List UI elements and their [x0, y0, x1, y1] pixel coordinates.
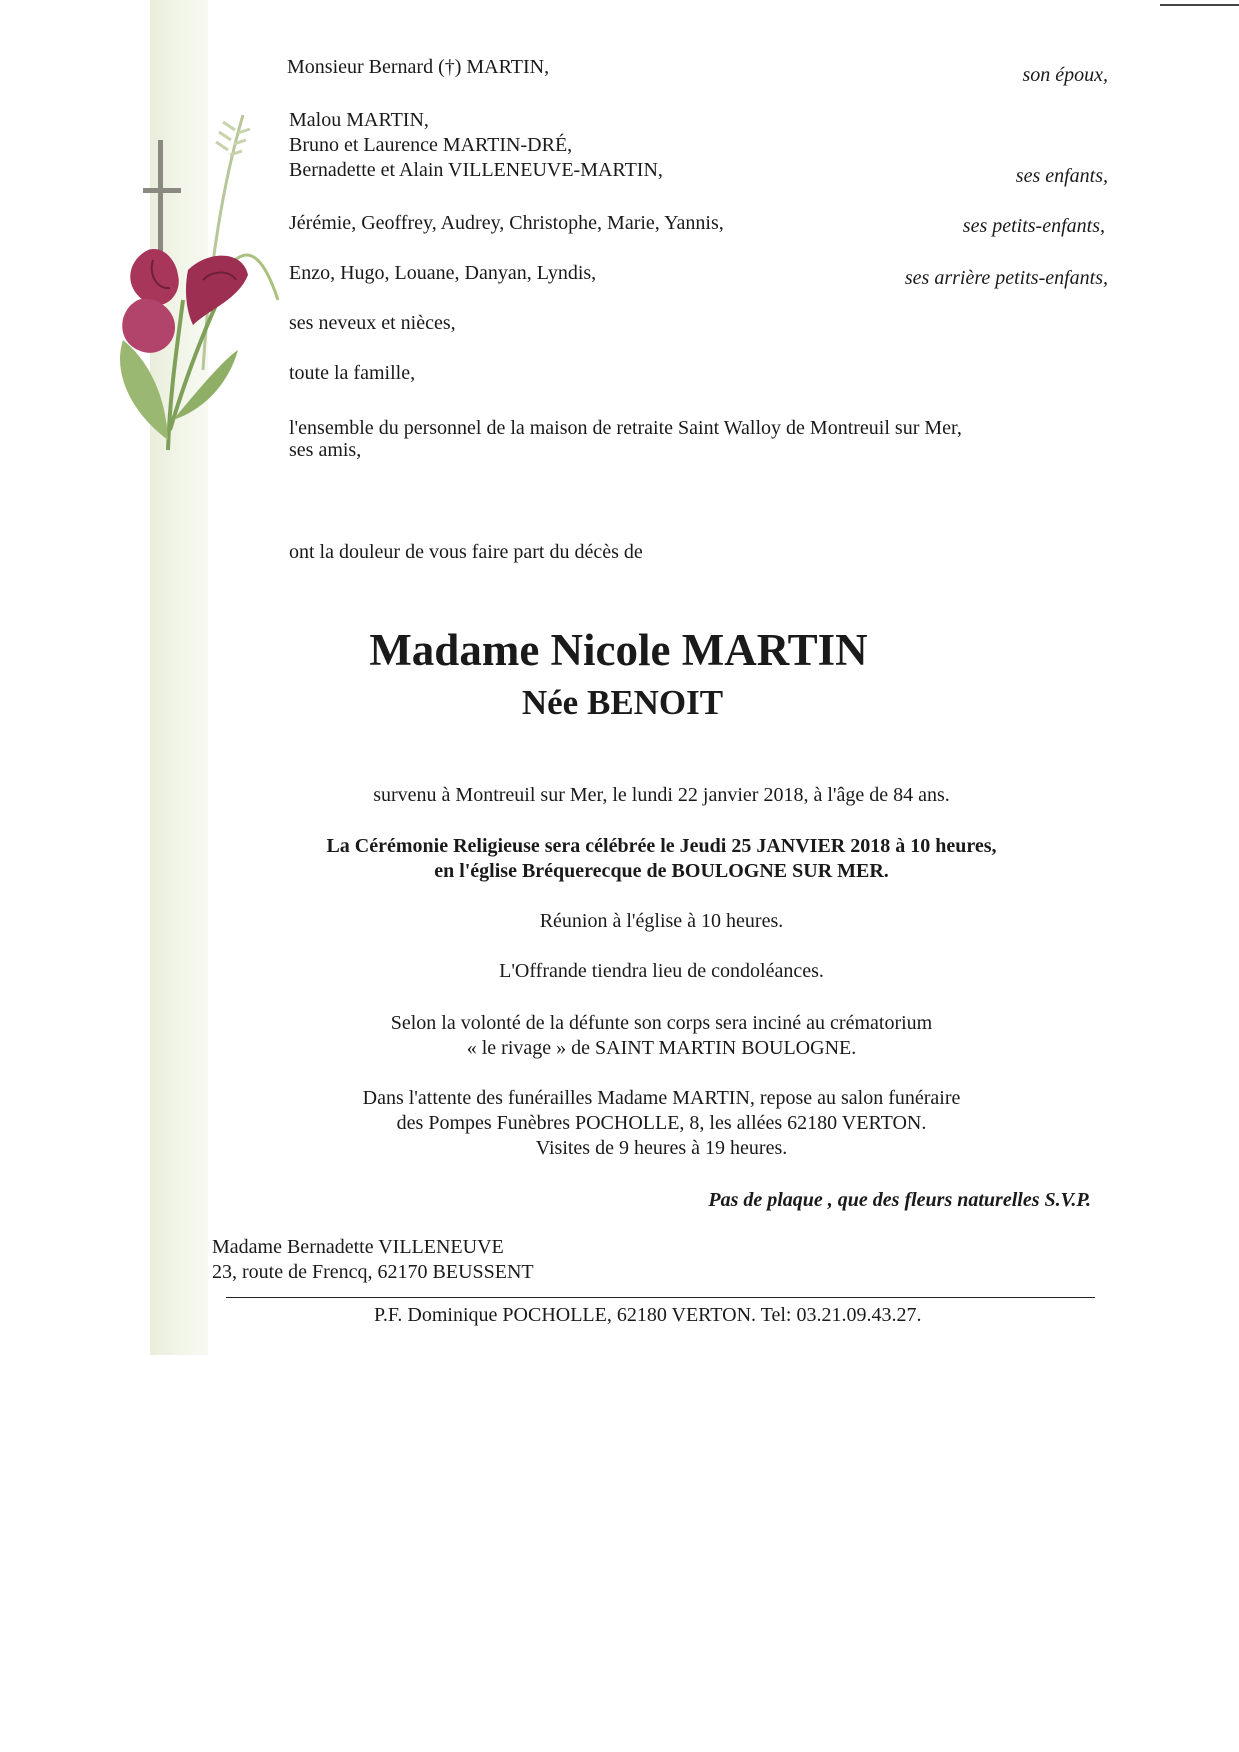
staff-line: l'ensemble du personnel de la maison de retraite Saint Walloy de Montreuil sur Mer,	[289, 417, 962, 439]
rest-line-1: Dans l'attente des funérailles Madame MARTIN, repose au salon funéraire	[362, 1087, 961, 1109]
nephews-line: ses neveux et nièces,	[289, 312, 456, 334]
announcement-line: ont la douleur de vous faire part du décès de	[289, 541, 643, 563]
scan-edge-line	[1160, 4, 1239, 6]
child-line-2: Bruno et Laurence MARTIN-DRÉ,	[289, 134, 573, 156]
flowers-note: Pas de plaque , que des fleurs naturelles S.V.P.	[708, 1189, 1091, 1211]
child-line-3: Bernadette et Alain VILLENEUVE-MARTIN,	[289, 159, 663, 181]
cremation-line-1: Selon la volonté de la défunte son corps sera inciné au crématorium	[390, 1012, 933, 1034]
offering-line: L'Offrande tiendra lieu de condoléances.	[499, 960, 824, 982]
cremation-line-2: « le rivage » de SAINT MARTIN BOULOGNE.	[466, 1037, 857, 1059]
funeral-home-footer: P.F. Dominique POCHOLLE, 62180 VERTON. Tel: 03.21.09.43.27.	[374, 1304, 922, 1326]
deceased-name: Madame Nicole MARTIN	[369, 625, 868, 675]
ceremony-line-2: en l'église Bréquerecque de BOULOGNE SUR MER.	[434, 860, 889, 882]
husband-role: son époux,	[1022, 64, 1108, 86]
calla-lily-cross-illustration	[108, 110, 288, 480]
husband-line: Monsieur Bernard (†) MARTIN,	[287, 56, 550, 78]
family-line: toute la famille,	[289, 362, 416, 384]
child-line-1: Malou MARTIN,	[289, 109, 429, 131]
friends-line: ses amis,	[289, 439, 362, 461]
meeting-line: Réunion à l'église à 10 heures.	[539, 910, 784, 932]
rest-line-2: des Pompes Funèbres POCHOLLE, 8, les allées 62180 VERTON.	[396, 1112, 927, 1134]
contact-address: 23, route de Frencq, 62170 BEUSSENT	[212, 1261, 534, 1283]
maiden-name: Née BENOIT	[521, 683, 724, 722]
visits-line: Visites de 9 heures à 19 heures.	[535, 1137, 788, 1159]
death-details: survenu à Montreuil sur Mer, le lundi 22 janvier 2018, à l'âge de 84 ans.	[373, 784, 950, 806]
grandchildren-line: Jérémie, Geoffrey, Audrey, Christophe, Marie, Yannis,	[289, 212, 724, 234]
contact-name: Madame Bernadette VILLENEUVE	[212, 1236, 504, 1258]
great-grandchildren-line: Enzo, Hugo, Louane, Danyan, Lyndis,	[289, 262, 597, 284]
ceremony-line-1: La Cérémonie Religieuse sera célébrée le Jeudi 25 JANVIER 2018 à 10 heures,	[326, 835, 997, 857]
children-role: ses enfants,	[1015, 165, 1108, 187]
great-grandchildren-role: ses arrière petits-enfants,	[904, 267, 1108, 289]
footer-rule	[226, 1297, 1095, 1298]
grandchildren-role: ses petits-enfants,	[962, 215, 1105, 237]
